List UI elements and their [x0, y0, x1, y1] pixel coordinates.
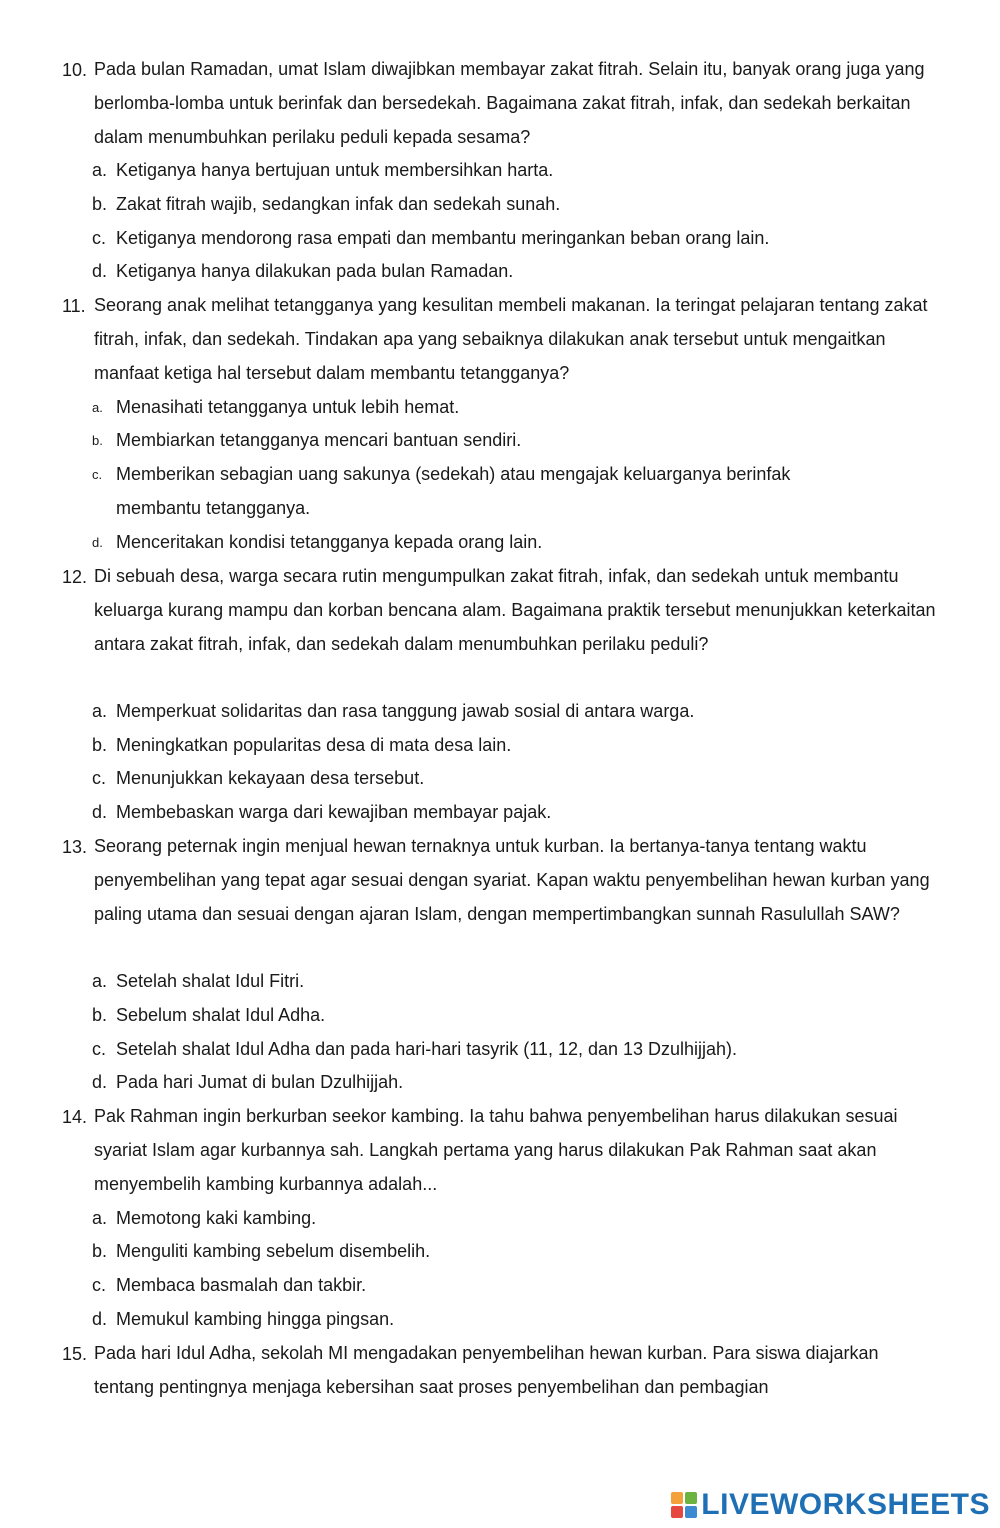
- question-text: Pada hari Idul Adha, sekolah MI mengadakan penyembelihan hewan kurban. Para siswa diajarkan tentang pentingnya menjaga kebersihan saat proses penyembelihan dan pembagian: [94, 1343, 879, 1397]
- question-number: 13.: [62, 837, 88, 857]
- question-text: Pak Rahman ingin berkurban seekor kambing. Ia tahu bahwa penyembelihan harus dilakukan sesuai syariat Islam agar kurbannya sah. Langkah pertama yang harus dilakukan Pak Rahman saat akan menyembelih kambing kurbannya adalah...: [94, 1106, 898, 1194]
- option-text: Setelah shalat Idul Fitri.: [116, 971, 305, 991]
- option-letter: c.: [92, 1039, 107, 1059]
- option-letter: b.: [92, 1241, 108, 1261]
- option-text: Memukul kambing hingga pingsan.: [116, 1309, 395, 1329]
- option-text: Membiarkan tetangganya mencari bantuan sendiri.: [116, 430, 522, 450]
- option-letter: d.: [92, 1072, 108, 1092]
- question-number: 14.: [62, 1107, 88, 1127]
- option-text: Menceritakan kondisi tetangganya kepada orang lain.: [116, 532, 543, 552]
- option-letter: a.: [92, 1208, 108, 1228]
- question-number: 15.: [62, 1344, 88, 1364]
- question-number: 11.: [62, 296, 86, 316]
- option-text: Menasihati tetangganya untuk lebih hemat.: [116, 397, 460, 417]
- option-text: Sebelum shalat Idul Adha.: [116, 1005, 326, 1025]
- option-letter: b.: [92, 1005, 108, 1025]
- option-text: Memotong kaki kambing.: [116, 1208, 317, 1228]
- option-letter: d.: [92, 802, 108, 822]
- option-letter: b.: [92, 433, 103, 448]
- option-letter: a.: [92, 160, 108, 180]
- option-text: Zakat fitrah wajib, sedangkan infak dan sedekah sunah.: [116, 194, 561, 214]
- question-number: 10.: [62, 60, 88, 80]
- option-letter: d.: [92, 261, 108, 281]
- option-text: Memperkuat solidaritas dan rasa tanggung jawab sosial di antara warga.: [116, 701, 695, 721]
- option-letter: d.: [92, 1309, 108, 1329]
- option-letter: a.: [92, 971, 108, 991]
- question-text: Pada bulan Ramadan, umat Islam diwajibkan membayar zakat fitrah. Selain itu, banyak orang juga yang berlomba-lomba untuk berinfak dan bersedekah. Bagaimana zakat fitrah, infak, dan sedekah berkaitan dalam menumbuhkan perilaku peduli kepada sesama?: [94, 59, 925, 147]
- option-letter: c.: [92, 1275, 107, 1295]
- question-text: Di sebuah desa, warga secara rutin mengumpulkan zakat fitrah, infak, dan sedekah untuk membantu keluarga kurang mampu dan korban bencana alam. Bagaimana praktik tersebut menunjukkan keterkaitan antara zakat fitrah, infak, dan sedekah dalam menumbuhkan perilaku peduli?: [94, 566, 936, 654]
- option-letter: a.: [92, 701, 108, 721]
- option-letter: c.: [92, 228, 107, 248]
- option-text: Pada hari Jumat di bulan Dzulhijjah.: [116, 1072, 404, 1092]
- option-text: Menunjukkan kekayaan desa tersebut.: [116, 768, 425, 788]
- option-letter: c.: [92, 768, 107, 788]
- option-text: Ketiganya hanya dilakukan pada bulan Ramadan.: [116, 261, 514, 281]
- option-text: Membebaskan warga dari kewajiban membayar pajak.: [116, 802, 552, 822]
- option-text: Setelah shalat Idul Adha dan pada hari-hari tasyrik (11, 12, dan 13 Dzulhijjah).: [116, 1039, 738, 1059]
- logo-mark-icon: [671, 1492, 697, 1518]
- option-text: Meningkatkan popularitas desa di mata desa lain.: [116, 735, 512, 755]
- option-text: Menguliti kambing sebelum disembelih.: [116, 1241, 431, 1261]
- option-letter: b.: [92, 194, 108, 214]
- option-letter: d.: [92, 535, 103, 550]
- question-text: Seorang anak melihat tetangganya yang kesulitan membeli makanan. Ia teringat pelajaran tentang zakat fitrah, infak, dan sedekah. Tindakan apa yang sebaiknya dilakukan anak tersebut untuk mengaitkan manfaat ketiga hal tersebut dalam membantu tetangganya?: [94, 295, 928, 383]
- question-text: Seorang peternak ingin menjual hewan ternaknya untuk kurban. Ia bertanya-tanya tentang waktu penyembelihan yang tepat agar sesuai dengan syariat. Kapan waktu penyembelihan hewan kurban yang paling utama dan sesuai dengan ajaran Islam, dengan mempertimbangkan sunnah Rasulullah SAW?: [94, 836, 930, 924]
- option-letter: a.: [92, 400, 103, 415]
- option-letter: c.: [92, 467, 103, 482]
- option-text: Memberikan sebagian uang sakunya (sedekah) atau mengajak keluarganya berinfak membantu tetangganya.: [116, 464, 791, 518]
- option-letter: b.: [92, 735, 108, 755]
- option-text: Membaca basmalah dan takbir.: [116, 1275, 367, 1295]
- logo-text: LIVEWORKSHEETS: [701, 1488, 990, 1521]
- option-text: Ketiganya hanya bertujuan untuk membersihkan harta.: [116, 160, 554, 180]
- option-text: Ketiganya mendorong rasa empati dan membantu meringankan beban orang lain.: [116, 228, 770, 248]
- liveworksheets-logo: [671, 1488, 990, 1522]
- question-number: 12.: [62, 567, 88, 587]
